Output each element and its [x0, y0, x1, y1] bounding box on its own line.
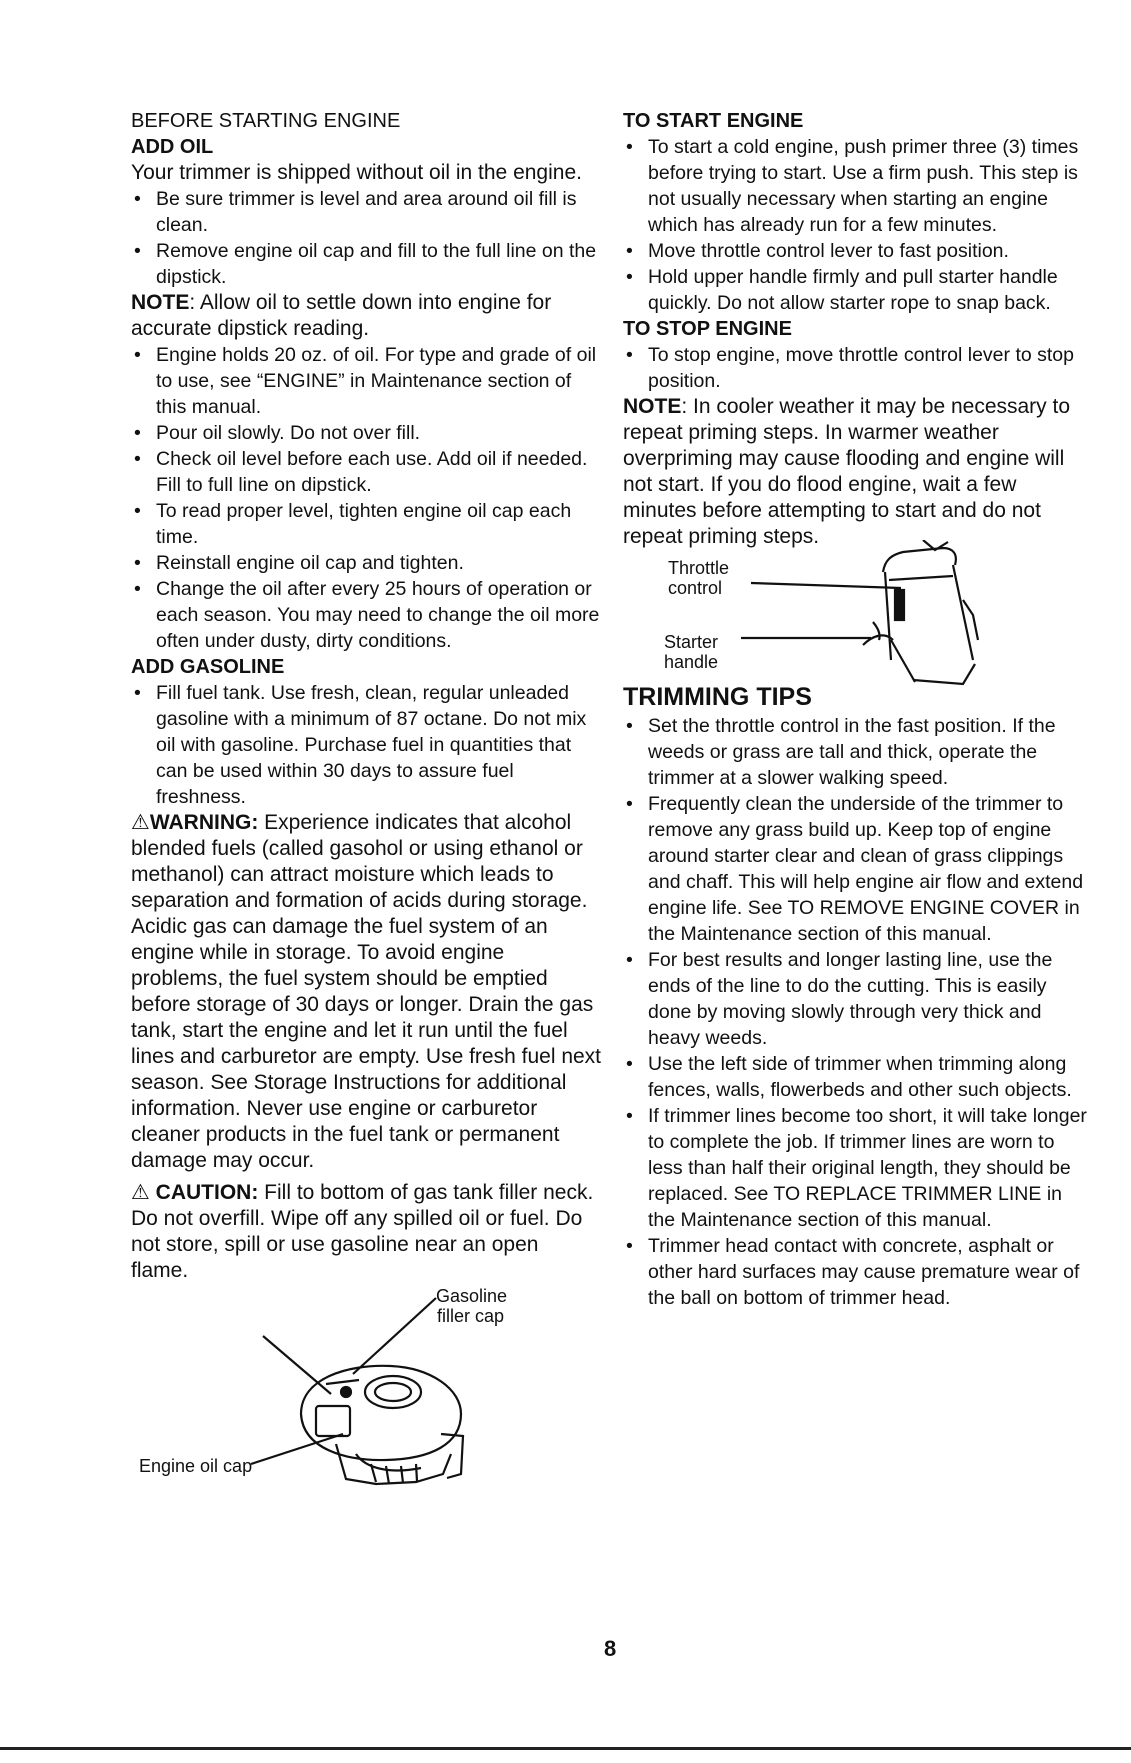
note-text: : Allow oil to settle down into engine for accurate dipstick reading. — [131, 291, 552, 340]
list-item: • Move throttle control lever to fast position. — [626, 240, 1009, 262]
warning-paragraph — [131, 810, 601, 1174]
right-column — [623, 108, 1093, 1311]
bullet-icon: • — [626, 793, 633, 815]
bullet-icon: • — [626, 1105, 633, 1127]
start-bullet-list — [623, 134, 1093, 316]
bullet-icon: • — [626, 715, 633, 737]
warning-icon: ⚠ — [131, 811, 150, 834]
list-item: • To start a cold engine, push primer three (3) times before trying to start. Use a firm push. This step is not usually necessary when starting an engine which has already run for a few minutes. — [626, 136, 1079, 236]
warning-text: Experience indicates that alcohol blended fuels (called gasohol or using ethanol or methanol) can attract moisture which leads to separation and formation of acids during storage. Acidic gas can damage the fuel system of an engine while in storage. To avoid engine problems, the fuel system should be emptied before storage of 30 days or longer. Drain the gas tank, start the engine and let it run until the fuel lines and carburetor are empty. Use fresh fuel next season. See Storage Instructions for additional information. Never use engine or carburetor cleaner products in the fuel tank or permanent damage may occur. — [131, 811, 602, 1172]
list-item: • Remove engine oil cap and fill to the full line on the dipstick. — [134, 240, 597, 288]
figure-label-gasoline: Gasoline — [436, 1286, 508, 1306]
list-item: • Use the left side of trimmer when trimming along fences, walls, flowerbeds and other such objects. — [626, 1053, 1072, 1101]
bullet-icon: • — [134, 344, 141, 366]
trimmer-handle-figure — [623, 550, 1093, 678]
heading-add-gasoline: ADD GASOLINE — [131, 656, 285, 678]
list-item: • Be sure trimmer is level and area around oil fill is clean. — [134, 188, 577, 236]
engine-illustration-icon — [131, 1284, 601, 1494]
caution-icon: ⚠ — [131, 1181, 150, 1204]
bullet-icon: • — [134, 422, 141, 444]
heading-before-starting-engine: BEFORE STARTING ENGINE — [131, 110, 401, 132]
figure-label-engine-oil-cap: Engine oil cap — [139, 1456, 253, 1476]
list-item: • Trimmer head contact with concrete, asphalt or other hard surfaces may cause premature wear of the ball on bottom of trimmer head. — [626, 1235, 1080, 1309]
figure-label-starter: Starter — [664, 632, 719, 652]
list-item: • To read proper level, tighten engine oil cap each time. — [134, 500, 572, 548]
list-item: • To stop engine, move throttle control lever to stop position. — [626, 344, 1074, 392]
figure-label-handle: handle — [664, 652, 719, 672]
heading-to-stop-engine: TO STOP ENGINE — [623, 318, 792, 340]
list-item: • Check oil level before each use. Add oil if needed. Fill to full line on dipstick. — [134, 448, 588, 496]
figure-label-control: control — [668, 578, 723, 598]
caution-paragraph — [131, 1180, 601, 1284]
bullet-icon: • — [134, 578, 141, 600]
bullet-icon: • — [134, 682, 141, 704]
note-text: : In cooler weather it may be necessary to repeat priming steps. In warmer weather overpriming may cause flooding and engine will not start. If you do flood engine, wait a few minutes before attempting to start and do not repeat priming steps. — [623, 395, 1071, 548]
left-column — [131, 108, 601, 1494]
bullet-icon: • — [626, 1053, 633, 1075]
bottom-divider — [0, 1747, 1131, 1750]
bullet-icon: • — [134, 500, 141, 522]
list-item: • Hold upper handle firmly and pull starter handle quickly. Do not allow starter rope to snap back. — [626, 266, 1058, 314]
note-label: NOTE — [131, 291, 190, 314]
gasoline-bullet-list — [131, 680, 601, 810]
bullet-icon: • — [626, 1235, 633, 1257]
figure-label-filler-cap: filler cap — [437, 1306, 505, 1326]
list-item: • Pour oil slowly. Do not over fill. — [134, 422, 421, 444]
oil-note — [131, 290, 601, 342]
list-item: • Reinstall engine oil cap and tighten. — [134, 552, 464, 574]
list-item: • Change the oil after every 25 hours of operation or each season. You may need to change the oil more often under dusty, dirty conditions. — [134, 578, 600, 652]
bullet-icon: • — [626, 949, 633, 971]
list-item: • Fill fuel tank. Use fresh, clean, regular unleaded gasoline with a minimum of 87 octane. Do not mix oil with gasoline. Purchase fuel in quantities that can be used within 30 days to assure fuel freshness. — [134, 682, 587, 808]
list-item: • For best results and longer lasting line, use the ends of the line to do the cutting. This is easily done by moving slowly through very thick and heavy weeds. — [626, 949, 1053, 1049]
bullet-icon: • — [626, 266, 633, 288]
stop-bullet-list — [623, 342, 1093, 394]
bullet-icon: • — [134, 552, 141, 574]
trimmer-handle-illustration-icon — [623, 540, 1093, 690]
heading-to-start-engine: TO START ENGINE — [623, 110, 804, 132]
page-number: 8 — [604, 1636, 617, 1661]
bullet-icon: • — [626, 344, 633, 366]
list-item: • Engine holds 20 oz. of oil. For type and grade of oil to use, see “ENGINE” in Maintenance section of this manual. — [134, 344, 597, 418]
bullet-icon: • — [626, 136, 633, 158]
warning-label: WARNING: — [149, 811, 259, 834]
engine-note — [623, 394, 1093, 550]
note-label: NOTE — [623, 395, 682, 418]
heading-add-oil: ADD OIL — [131, 136, 214, 158]
caution-text: Fill to bottom of gas tank filler neck. Do not overfill. Wipe off any spilled oil or fuel. Do not store, spill or use gasoline near an open flame. — [131, 1181, 594, 1282]
caution-label: CAUTION: — [155, 1181, 259, 1204]
list-item: • Set the throttle control in the fast position. If the weeds or grass are tall and thick, operate the trimmer at a slower walking speed. — [626, 715, 1056, 789]
list-item: • If trimmer lines become too short, it will take longer to complete the job. If trimmer lines are worn to less than half their original length, they should be replaced. See TO REPLACE TRIMMER LINE in the Maintenance section of this manual. — [626, 1105, 1087, 1231]
bullet-icon: • — [134, 448, 141, 470]
oil-bullet-list-1 — [131, 186, 601, 290]
bullet-icon: • — [134, 240, 141, 262]
heading-trimming-tips: TRIMMING TIPS — [623, 683, 812, 711]
bullet-icon: • — [134, 188, 141, 210]
bullet-icon: • — [626, 240, 633, 262]
trimming-bullet-list — [623, 713, 1093, 1311]
list-item: • Frequently clean the underside of the trimmer to remove any grass build up. Keep top of engine around starter clear and clean of grass clippings and chaff. This will help engine air flow and extend engine life. See TO REMOVE ENGINE COVER in the Maintenance section of this manual. — [626, 793, 1084, 945]
figure-label-throttle: Throttle — [668, 558, 730, 578]
gasoline-engine-figure — [131, 1284, 601, 1494]
oil-bullet-list-2 — [131, 342, 601, 654]
oil-intro-text: Your trimmer is shipped without oil in the engine. — [131, 161, 582, 184]
